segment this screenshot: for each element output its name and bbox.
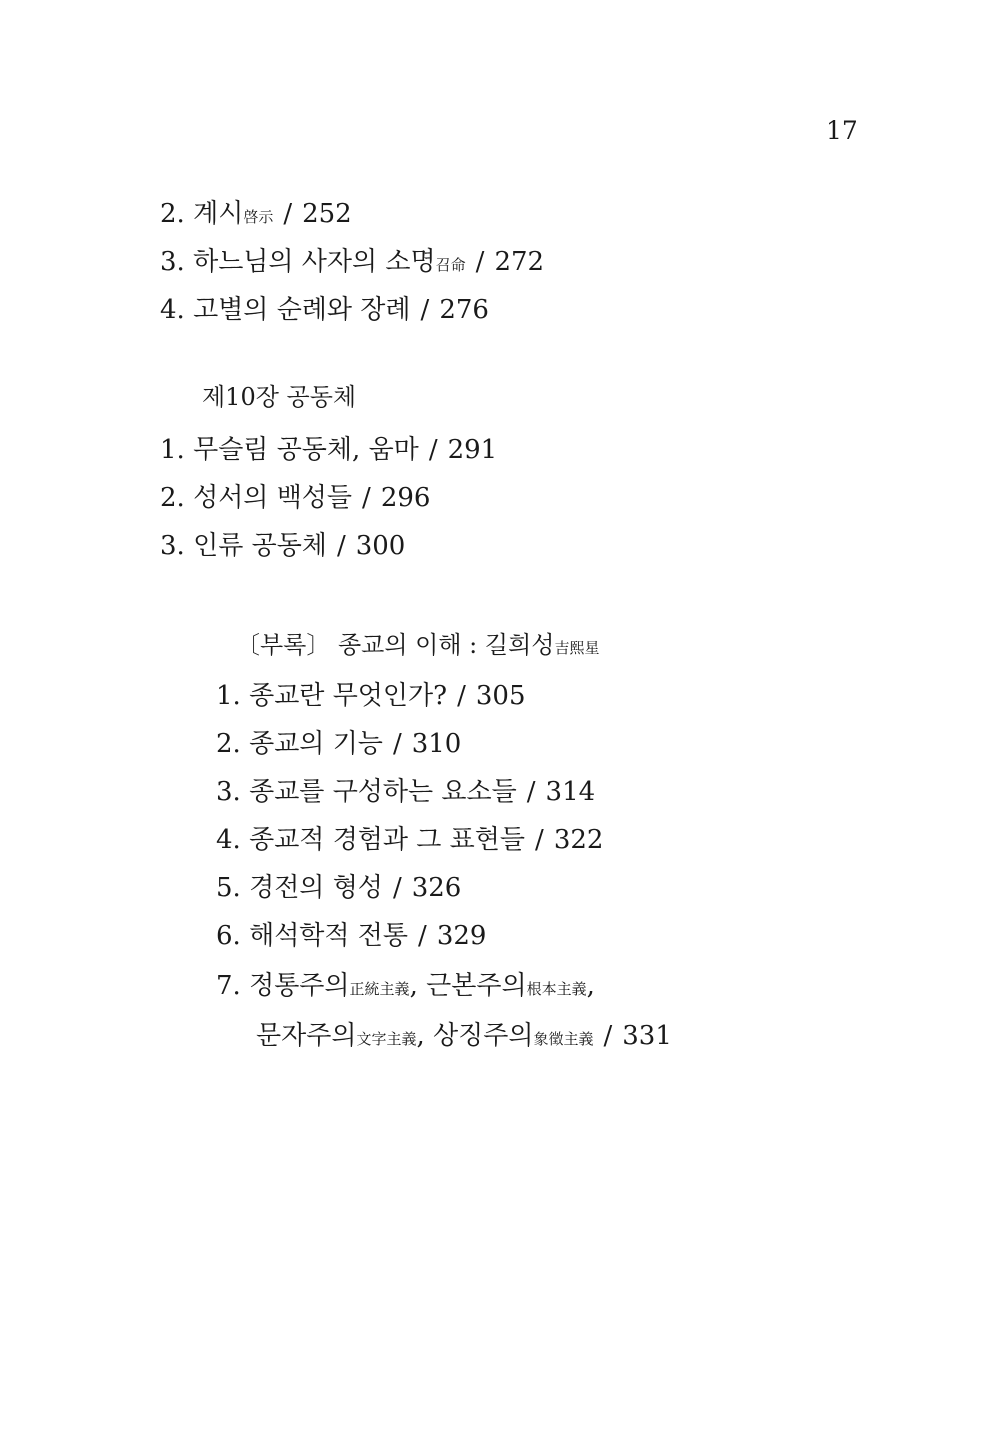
- entry-title: 정통주의: [249, 971, 350, 1001]
- entry-page: 272: [494, 247, 545, 277]
- entry-page: 291: [447, 435, 498, 465]
- entry-page: 331: [622, 1021, 672, 1051]
- entry-hanja: 召命: [435, 256, 466, 274]
- toc-entry: 3. 종교를 구성하는 요소들 / 314: [216, 777, 596, 807]
- appendix-hanja: 吉熙星: [554, 639, 600, 657]
- toc-entry: 1. 종교란 무엇인가? / 305: [216, 681, 526, 711]
- toc-entry: 5. 경전의 형성 / 326: [216, 873, 462, 903]
- entry-title: 경전의 형성: [249, 873, 383, 903]
- entry-title: 무슬림 공동체, 움마: [193, 435, 419, 465]
- entry-page: 252: [302, 199, 352, 229]
- entry-number: 2.: [216, 729, 241, 759]
- entry-page: 276: [439, 295, 489, 325]
- entry-title: , 근본주의: [409, 971, 527, 1001]
- entry-title: 해석학적 전통: [249, 921, 409, 951]
- entry-hanja: 啓示: [243, 208, 274, 226]
- entry-title: 성서의 백성들: [193, 483, 353, 513]
- entry-hanja: 根本主義: [526, 980, 587, 998]
- toc-entry: 4. 종교적 경험과 그 표현들 / 322: [216, 825, 604, 855]
- entry-number: 3.: [160, 531, 185, 561]
- entry-page: 296: [380, 483, 431, 513]
- toc-entry: 2. 종교의 기능 / 310: [216, 729, 462, 759]
- entry-number: 7.: [216, 971, 241, 1001]
- entry-comma: ,: [586, 971, 595, 1001]
- page-number: 17: [826, 116, 858, 145]
- entry-title: 종교를 구성하는 요소들: [249, 777, 517, 807]
- entry-number: 6.: [216, 921, 241, 951]
- toc-entry: 3. 인류 공동체 / 300: [160, 531, 406, 561]
- entry-number: 3.: [160, 247, 185, 277]
- entry-page: 322: [553, 825, 604, 855]
- appendix-title: 〔부록〕 종교의 이해 : 길희성: [236, 631, 555, 659]
- toc-entry: [216, 968, 595, 1007]
- entry-title: , 상징주의: [416, 1021, 534, 1051]
- entry-hanja: 象徵主義: [533, 1030, 594, 1048]
- toc-entry: 6. 해석학적 전통 / 329: [216, 921, 487, 951]
- toc-entry-continued: 문자주의文字主義, 상징주의象徵主義 / 331: [256, 1021, 672, 1051]
- toc-entry: 3. 하느님의 사자의 소명召命 / 272: [160, 247, 545, 277]
- entry-page: 326: [411, 873, 462, 903]
- entry-hanja: 文字主義: [356, 1030, 417, 1048]
- entry-number: 1.: [160, 435, 185, 465]
- entry-page: 310: [411, 729, 462, 759]
- toc-entry: 2. 계시啓示 / 252: [160, 199, 352, 229]
- entry-number: 3.: [216, 777, 241, 807]
- entry-page: 305: [475, 681, 526, 711]
- entry-title: 종교적 경험과 그 표현들: [249, 825, 526, 855]
- entry-number: 1.: [216, 681, 241, 711]
- entry-title: 계시: [193, 199, 244, 229]
- entry-number: 2.: [160, 199, 185, 229]
- entry-title: 고별의 순례와 장례: [193, 295, 411, 325]
- entry-number: 2.: [160, 483, 185, 513]
- entry-title: 종교란 무엇인가?: [249, 681, 448, 711]
- entry-page: 300: [355, 531, 406, 561]
- entry-number: 4.: [216, 825, 241, 855]
- entry-number: 4.: [160, 295, 185, 325]
- entry-number: 5.: [216, 873, 241, 903]
- entry-page: 314: [545, 777, 596, 807]
- entry-title: 인류 공동체: [193, 531, 327, 561]
- appendix-heading: [236, 628, 599, 665]
- toc-entry: 4. 고별의 순례와 장례 / 276: [160, 295, 489, 325]
- entry-title: 하느님의 사자의 소명: [193, 247, 436, 277]
- toc-entry: 1. 무슬림 공동체, 움마 / 291: [160, 435, 498, 465]
- entry-page: 329: [436, 921, 487, 951]
- entry-title: 문자주의: [256, 1021, 357, 1051]
- entry-hanja: 正統主義: [349, 980, 410, 998]
- chapter-heading: 제10장 공동체: [202, 383, 357, 411]
- toc-entry: 2. 성서의 백성들 / 296: [160, 483, 431, 513]
- entry-title: 종교의 기능: [249, 729, 383, 759]
